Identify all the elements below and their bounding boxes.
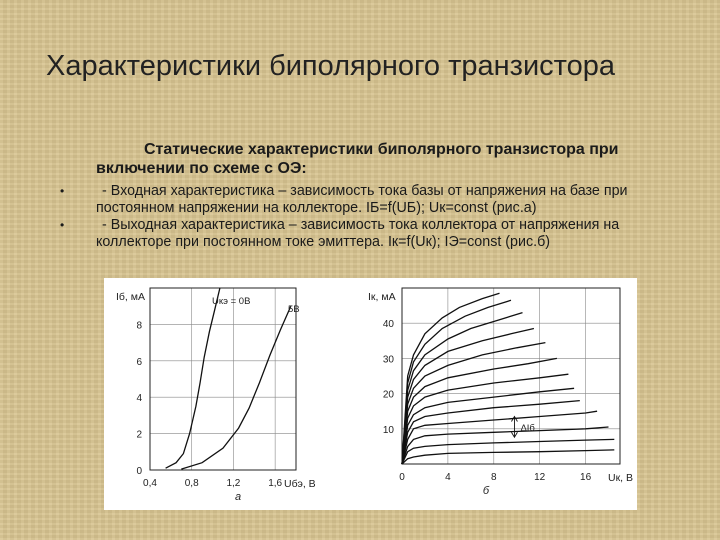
bullet-list	[54, 183, 694, 251]
output-characteristic-chart	[368, 278, 637, 510]
series-annotation: 5В	[288, 304, 300, 315]
series-line-1	[402, 450, 614, 464]
x-axis-label: Uбэ, В	[284, 478, 316, 490]
y-axis-label: Iк, мА	[368, 291, 396, 303]
x-tick-label: 1,6	[268, 478, 283, 489]
x-tick-label: 4	[445, 472, 451, 483]
series-line-7	[402, 374, 568, 464]
series-line-1	[166, 288, 220, 468]
series-line-8	[402, 358, 557, 464]
x-tick-label: 1,2	[226, 478, 241, 489]
plot-frame	[150, 288, 296, 470]
x-tick-label: 0	[399, 472, 405, 483]
figure-caption: б	[482, 485, 490, 497]
y-tick-label: 20	[382, 389, 394, 401]
x-tick-label: 12	[534, 472, 546, 483]
figure-caption: а	[234, 491, 242, 503]
bullet-dot-icon: •	[60, 184, 65, 198]
input-characteristic-chart	[104, 278, 374, 510]
slide-subtitle: Статические характеристики биполярного транзистора при включении по схеме с ОЭ:	[96, 141, 619, 177]
x-tick-label: 16	[580, 472, 592, 483]
y-tick-label: 30	[382, 354, 394, 366]
bullet-output-characteristic	[54, 217, 694, 251]
y-axis-label: Iб, мА	[116, 291, 145, 303]
series-line-4	[402, 411, 597, 464]
y-tick-label: 8	[136, 320, 142, 332]
y-tick-label: 2	[136, 429, 142, 441]
y-tick-label: 6	[136, 356, 142, 368]
slide-title: Характеристики биполярного транзистора	[46, 50, 615, 82]
x-tick-label: 8	[491, 472, 497, 483]
y-tick-label: 0	[136, 466, 142, 477]
x-tick-label: 0,8	[184, 478, 199, 489]
delta-ib-annotation: ΔIб	[520, 423, 535, 435]
x-axis-label: Uк, В	[608, 472, 634, 484]
series-line-9	[402, 343, 545, 464]
figures-panel	[104, 278, 637, 510]
y-tick-label: 10	[382, 424, 394, 436]
bullet-text: - Входная характеристика – зависимость тока базы от напряжения на базе при постоянном напряжении на коллекторе. IБ=f(UБ); Uк=const (рис.а)	[96, 183, 628, 216]
bullet-text: - Выходная характеристика – зависимость тока коллектора от напряжения на коллекторе при постоянном токе эмиттера. Iк=f(Uк); IЭ=const (рис.б)	[96, 217, 620, 250]
bullet-dot-icon: •	[60, 218, 65, 232]
x-tick-label: 0,4	[143, 478, 157, 489]
y-tick-label: 4	[136, 393, 142, 405]
bullet-input-characteristic	[54, 183, 694, 217]
series-annotation: Uкэ = 0В	[212, 296, 251, 307]
y-tick-label: 40	[382, 319, 394, 331]
plot-frame	[402, 288, 620, 464]
series-line-2	[181, 306, 290, 469]
